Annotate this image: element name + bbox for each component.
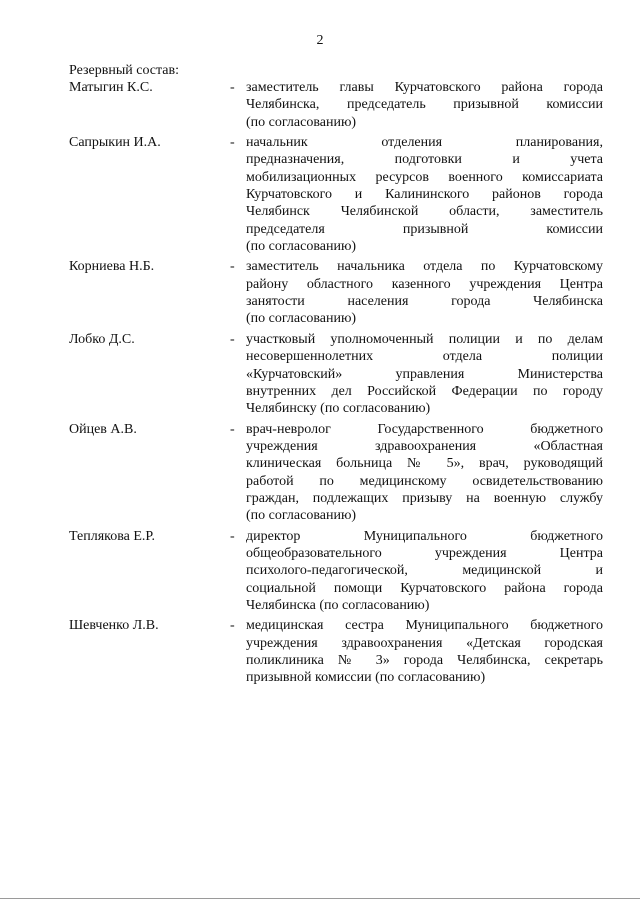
- member-role-description: [246, 421, 603, 525]
- member-entry: [69, 79, 601, 131]
- member-entry: [69, 331, 601, 418]
- member-role-description: [246, 258, 603, 327]
- description-line: Челябинск Челябинской области, заместитель: [246, 204, 603, 220]
- description-line: (по согласованию): [246, 239, 357, 255]
- member-name: Теплякова Е.Р.: [69, 528, 155, 544]
- member-role-description: [246, 528, 603, 615]
- description-line: призывной комиссии (по согласованию): [246, 670, 486, 686]
- description-line: учреждения здравоохранения «Областная: [246, 438, 603, 454]
- description-line: работой по медицинскому освидетельствованию: [246, 473, 603, 489]
- member-entry: [69, 617, 601, 686]
- description-line: мобилизационных ресурсов военного комиссариата: [246, 169, 603, 185]
- member-role-description: [246, 617, 603, 686]
- dash-separator: -: [230, 618, 235, 634]
- dash-separator: -: [230, 80, 235, 95]
- description-line: Челябинску (по согласованию): [246, 401, 431, 417]
- description-line: клиническая больница № 5», врач, руководящий: [246, 456, 603, 472]
- description-line: поликлиника № 3» города Челябинска, секретарь: [246, 653, 603, 668]
- description-line: внутренних дел Российской Федерации по городу: [246, 383, 603, 399]
- description-line: директор Муниципального бюджетного: [246, 528, 603, 544]
- description-line: врач-невролог Государственного бюджетного: [246, 421, 603, 437]
- member-list: [69, 79, 601, 690]
- description-line: (по согласованию): [246, 114, 357, 130]
- member-role-description: [246, 331, 603, 418]
- member-name: Сапрыкин И.А.: [69, 135, 161, 151]
- description-line: Челябинска (по согласованию): [246, 597, 430, 613]
- dash-separator: -: [230, 528, 235, 544]
- member-name: Лобко Д.С.: [69, 331, 135, 347]
- member-entry: [69, 528, 601, 615]
- description-line: «Курчатовский» управления Министерства: [246, 366, 603, 382]
- description-line: общеобразовательного учреждения Центра: [246, 545, 603, 561]
- member-name: Ойцев А.В.: [69, 421, 137, 437]
- description-line: медицинская сестра Муниципального бюджетного: [246, 618, 603, 634]
- member-entry: [69, 258, 601, 327]
- description-line: занятости населения города Челябинска: [246, 294, 603, 310]
- member-entry: [69, 421, 601, 525]
- description-line: (по согласованию): [246, 508, 357, 524]
- description-line: району областного казенного учреждения Центра: [246, 276, 603, 292]
- description-line: предназначения, подготовки и учета: [246, 152, 603, 168]
- page-bottom-border: [0, 898, 640, 899]
- member-name: Корниева Н.Б.: [69, 259, 155, 275]
- member-name: Шевченко Л.В.: [69, 618, 159, 634]
- member-entry: [69, 134, 601, 255]
- description-line: начальник отделения планирования,: [246, 135, 603, 151]
- dash-separator: -: [230, 135, 235, 151]
- description-line: председателя призывной комиссии: [246, 221, 603, 237]
- page-number: 2: [316, 33, 324, 48]
- description-line: (по согласованию): [246, 311, 357, 327]
- description-line: учреждения здравоохранения «Детская городская: [246, 635, 603, 651]
- dash-separator: -: [230, 331, 235, 347]
- description-line: участковый уполномоченный полиции и по делам: [246, 331, 603, 347]
- description-line: Челябинска, председатель призывной комиссии: [246, 97, 603, 113]
- description-line: несовершеннолетних отдела полиции: [246, 349, 603, 365]
- section-heading: Резервный состав:: [69, 63, 180, 78]
- member-role-description: [246, 134, 603, 255]
- dash-separator: -: [230, 421, 235, 437]
- description-line: граждан, подлежащих призыву на военную службу: [246, 490, 603, 506]
- description-line: Курчатовского и Калининского районов города: [246, 187, 603, 203]
- member-name: Матыгин К.С.: [69, 80, 153, 95]
- description-line: социальной помощи Курчатовского района города: [246, 580, 603, 596]
- description-line: заместитель главы Курчатовского района города: [246, 80, 603, 95]
- member-role-description: [246, 79, 603, 131]
- description-line: заместитель начальника отдела по Курчатовскому: [246, 259, 603, 275]
- dash-separator: -: [230, 259, 235, 275]
- description-line: психолого-педагогической, медицинской и: [246, 563, 603, 579]
